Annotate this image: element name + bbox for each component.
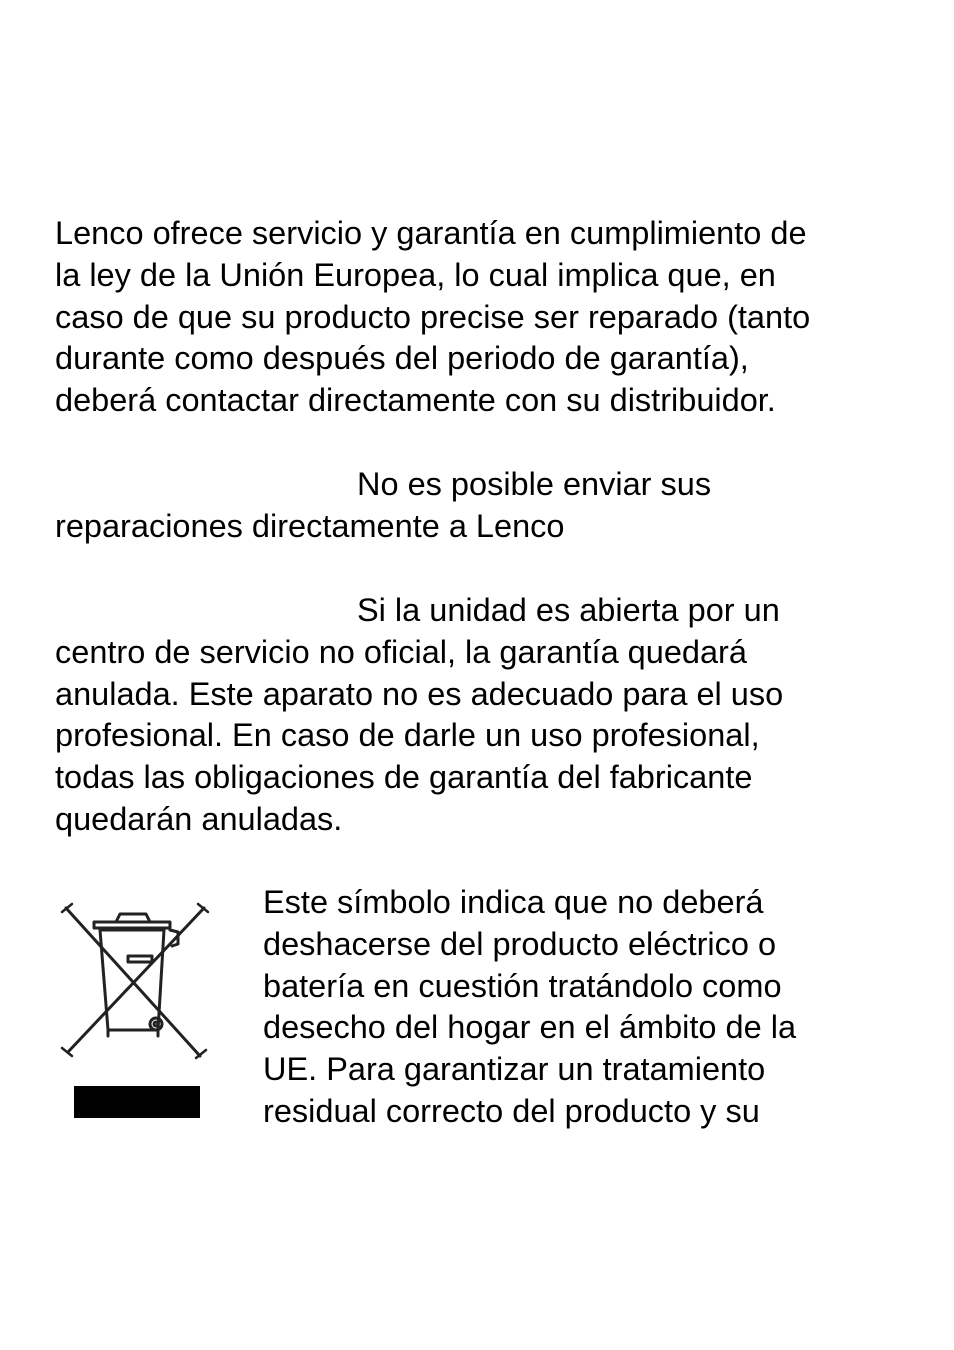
- text-line: reparaciones directamente a Lenco: [55, 507, 565, 544]
- text-line: residual correcto del producto y su: [263, 1092, 760, 1129]
- crossed-out-wheelie-bin-icon: [58, 900, 210, 1130]
- text-line: Lenco ofrece servicio y garantía en cumplimiento de: [55, 215, 807, 251]
- text-line: Si la unidad es abierta por un: [357, 592, 780, 628]
- text-line: No es posible enviar sus: [357, 466, 712, 502]
- text-line: centro de servicio no oficial, la garantía quedará: [55, 633, 747, 670]
- text-line: anulada. Este aparato no es adecuado para el uso: [55, 675, 784, 712]
- warranty-paragraph-service: [55, 213, 935, 422]
- text-line: durante como después del periodo de garantía),: [55, 340, 749, 377]
- text-line: caso de que su producto precise ser reparado (tanto: [55, 298, 811, 335]
- text-line: deshacerse del producto eléctrico o: [263, 925, 777, 962]
- disposal-notice: [263, 882, 923, 1133]
- text-line: desecho del hogar en el ámbito de la: [263, 1009, 797, 1046]
- text-line: todas las obligaciones de garantía del fabricante: [55, 759, 753, 796]
- text-line: quedarán anuladas.: [55, 800, 343, 837]
- text-line: batería en cuestión tratándolo como: [263, 967, 782, 1004]
- warranty-paragraph-no-direct-repair: [55, 464, 935, 548]
- text-line: la ley de la Unión Europea, lo cual implica que, en: [55, 256, 776, 293]
- text-line: UE. Para garantizar un tratamiento: [263, 1051, 766, 1088]
- text-line: profesional. En caso de darle un uso profesional,: [55, 717, 760, 754]
- text-line: deberá contactar directamente con su distribuidor.: [55, 382, 776, 419]
- warranty-paragraph-void-conditions: [55, 590, 935, 841]
- text-line: Este símbolo indica que no deberá: [263, 884, 764, 920]
